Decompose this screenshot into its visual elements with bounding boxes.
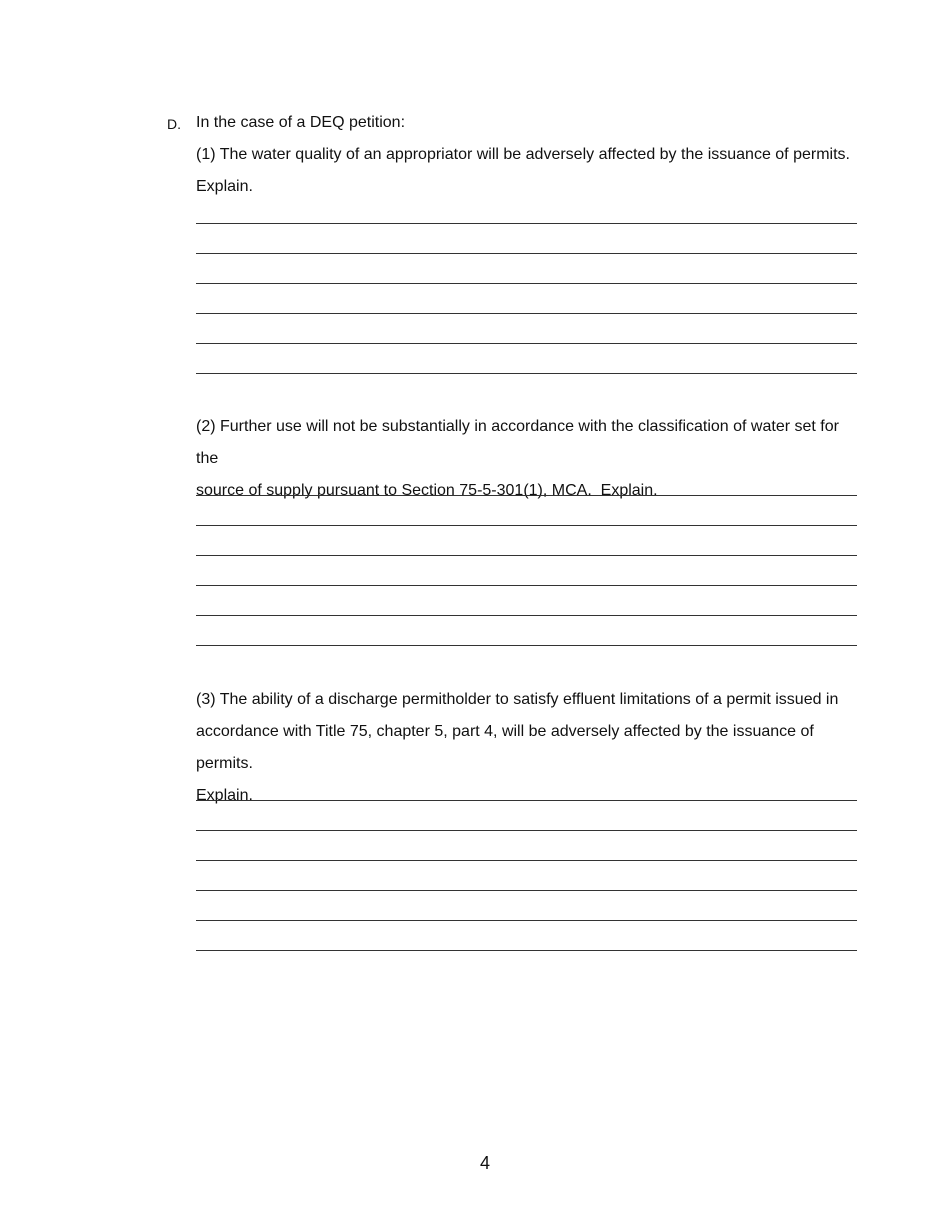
question-2 [196, 411, 861, 507]
answer-area-2[interactable] [196, 495, 857, 675]
answer-line[interactable] [196, 223, 857, 224]
question-3 [196, 684, 861, 812]
answer-line[interactable] [196, 615, 857, 616]
question-2-line-1: (2) Further use will not be substantially in accordance with the classification of water set for the [196, 418, 839, 467]
answer-line[interactable] [196, 343, 857, 344]
question-3-line-1: (3) The ability of a discharge permitholder to satisfy effluent limitations of a permit issued in [196, 691, 839, 708]
question-2-line-2: source of supply pursuant to Section 75-5-301(1), MCA. Explain. [196, 482, 658, 499]
answer-line[interactable] [196, 373, 857, 374]
question-1-line-2: Explain. [196, 178, 253, 195]
answer-line[interactable] [196, 283, 857, 284]
answer-line[interactable] [196, 920, 857, 921]
page-number: 4 [479, 1153, 490, 1173]
section-heading: In the case of a DEQ petition: [196, 114, 406, 131]
question-1-line-1: (1) The water quality of an appropriator will be adversely affected by the issuance of permits. [196, 146, 850, 163]
answer-line[interactable] [196, 830, 857, 831]
answer-line[interactable] [196, 645, 857, 646]
question-1 [196, 139, 861, 203]
answer-line[interactable] [196, 585, 857, 586]
answer-line[interactable] [196, 555, 857, 556]
answer-line[interactable] [196, 525, 857, 526]
answer-line[interactable] [196, 253, 857, 254]
answer-area-3[interactable] [196, 800, 857, 980]
answer-line[interactable] [196, 313, 857, 314]
answer-line[interactable] [196, 860, 857, 861]
answer-line[interactable] [196, 950, 857, 951]
answer-line[interactable] [196, 890, 857, 891]
question-3-line-3: Explain. [196, 787, 253, 804]
section-letter: D. [167, 116, 181, 132]
answer-line[interactable] [196, 800, 857, 801]
question-3-line-2: accordance with Title 75, chapter 5, part 4, will be adversely affected by the issuance of permits. [196, 723, 814, 772]
answer-area-1[interactable] [196, 223, 857, 403]
answer-line[interactable] [196, 495, 857, 496]
